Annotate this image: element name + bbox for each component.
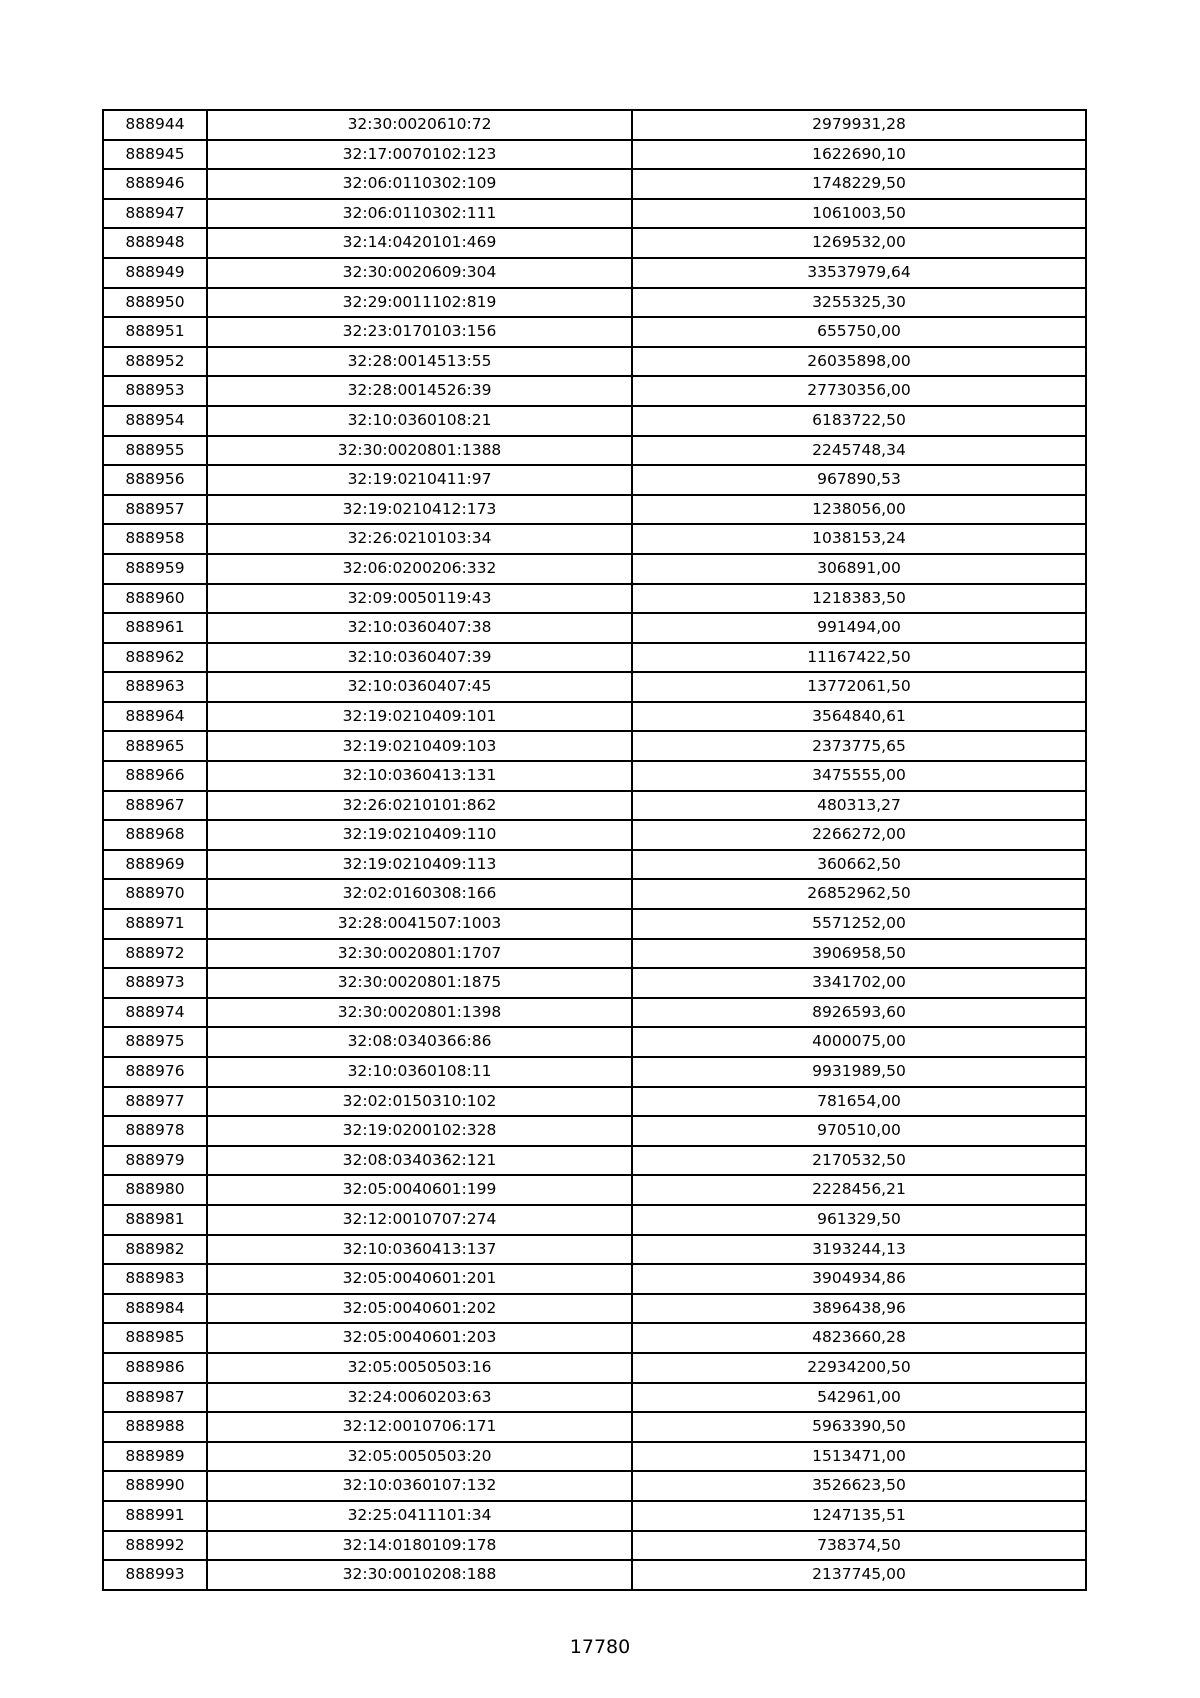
table-row	[103, 1531, 1086, 1561]
cadastral-number-cell: 32:10:0360108:21	[207, 406, 632, 436]
table-row	[103, 939, 1086, 969]
value-cell: 1038153,24	[632, 524, 1086, 554]
cadastral-number-cell: 32:05:0040601:201	[207, 1264, 632, 1294]
cadastral-number-cell: 32:30:0020801:1875	[207, 968, 632, 998]
value-cell: 11167422,50	[632, 643, 1086, 673]
table-row	[103, 524, 1086, 554]
value-cell: 3564840,61	[632, 702, 1086, 732]
row-number-cell: 888976	[103, 1057, 207, 1087]
value-cell: 1269532,00	[632, 228, 1086, 258]
cadastral-number-cell: 32:23:0170103:156	[207, 317, 632, 347]
cadastral-number-cell: 32:19:0210411:97	[207, 465, 632, 495]
value-cell: 738374,50	[632, 1531, 1086, 1561]
cadastral-number-cell: 32:30:0010208:188	[207, 1560, 632, 1590]
value-cell: 27730356,00	[632, 376, 1086, 406]
table-row	[103, 1501, 1086, 1531]
table-row	[103, 672, 1086, 702]
row-number-cell: 888984	[103, 1294, 207, 1324]
cadastral-number-cell: 32:06:0200206:332	[207, 554, 632, 584]
row-number-cell: 888951	[103, 317, 207, 347]
table-row	[103, 1027, 1086, 1057]
table-row	[103, 1471, 1086, 1501]
table-row	[103, 465, 1086, 495]
value-cell: 1748229,50	[632, 169, 1086, 199]
value-cell: 3341702,00	[632, 968, 1086, 998]
table-row	[103, 1235, 1086, 1265]
row-number-cell: 888967	[103, 791, 207, 821]
table-row	[103, 1146, 1086, 1176]
row-number-cell: 888985	[103, 1323, 207, 1353]
value-cell: 4823660,28	[632, 1323, 1086, 1353]
row-number-cell: 888979	[103, 1146, 207, 1176]
row-number-cell: 888971	[103, 909, 207, 939]
cadastral-number-cell: 32:10:0360107:132	[207, 1471, 632, 1501]
value-cell: 3193244,13	[632, 1235, 1086, 1265]
row-number-cell: 888966	[103, 761, 207, 791]
cadastral-number-cell: 32:30:0020801:1707	[207, 939, 632, 969]
value-cell: 13772061,50	[632, 672, 1086, 702]
cadastral-number-cell: 32:02:0150310:102	[207, 1087, 632, 1117]
value-cell: 480313,27	[632, 791, 1086, 821]
cadastral-number-cell: 32:30:0020609:304	[207, 258, 632, 288]
row-number-cell: 888987	[103, 1383, 207, 1413]
cadastral-number-cell: 32:05:0040601:199	[207, 1175, 632, 1205]
table-row	[103, 1087, 1086, 1117]
cadastral-number-cell: 32:25:0411101:34	[207, 1501, 632, 1531]
cadastral-number-cell: 32:10:0360108:11	[207, 1057, 632, 1087]
row-number-cell: 888947	[103, 199, 207, 229]
cadastral-number-cell: 32:19:0210409:113	[207, 850, 632, 880]
cadastral-number-cell: 32:26:0210103:34	[207, 524, 632, 554]
value-cell: 2137745,00	[632, 1560, 1086, 1590]
cadastral-number-cell: 32:17:0070102:123	[207, 140, 632, 170]
value-cell: 1218383,50	[632, 584, 1086, 614]
table-row	[103, 1264, 1086, 1294]
row-number-cell: 888988	[103, 1412, 207, 1442]
table-row	[103, 1323, 1086, 1353]
table-row	[103, 199, 1086, 229]
table-row	[103, 998, 1086, 1028]
row-number-cell: 888945	[103, 140, 207, 170]
table-body	[103, 110, 1086, 1590]
row-number-cell: 888950	[103, 288, 207, 318]
table-row	[103, 643, 1086, 673]
value-cell: 2245748,34	[632, 436, 1086, 466]
row-number-cell: 888956	[103, 465, 207, 495]
row-number-cell: 888952	[103, 347, 207, 377]
cadastral-number-cell: 32:06:0110302:109	[207, 169, 632, 199]
value-cell: 2373775,65	[632, 731, 1086, 761]
table-row	[103, 436, 1086, 466]
value-cell: 3526623,50	[632, 1471, 1086, 1501]
table-row	[103, 376, 1086, 406]
row-number-cell: 888965	[103, 731, 207, 761]
value-cell: 22934200,50	[632, 1353, 1086, 1383]
cadastral-number-cell: 32:19:0210409:101	[207, 702, 632, 732]
row-number-cell: 888993	[103, 1560, 207, 1590]
cadastral-number-cell: 32:28:0041507:1003	[207, 909, 632, 939]
value-cell: 1247135,51	[632, 1501, 1086, 1531]
value-cell: 3255325,30	[632, 288, 1086, 318]
cadastral-number-cell: 32:05:0040601:203	[207, 1323, 632, 1353]
cadastral-number-cell: 32:19:0210409:110	[207, 820, 632, 850]
cadastral-number-cell: 32:30:0020610:72	[207, 110, 632, 140]
value-cell: 26852962,50	[632, 879, 1086, 909]
row-number-cell: 888982	[103, 1235, 207, 1265]
cadastral-number-cell: 32:29:0011102:819	[207, 288, 632, 318]
value-cell: 6183722,50	[632, 406, 1086, 436]
row-number-cell: 888989	[103, 1442, 207, 1472]
row-number-cell: 888964	[103, 702, 207, 732]
cadastral-number-cell: 32:10:0360413:131	[207, 761, 632, 791]
table-row	[103, 850, 1086, 880]
cadastral-number-cell: 32:06:0110302:111	[207, 199, 632, 229]
value-cell: 2979931,28	[632, 110, 1086, 140]
row-number-cell: 888953	[103, 376, 207, 406]
value-cell: 9931989,50	[632, 1057, 1086, 1087]
value-cell: 3475555,00	[632, 761, 1086, 791]
table-row	[103, 317, 1086, 347]
value-cell: 3904934,86	[632, 1264, 1086, 1294]
table-row	[103, 1294, 1086, 1324]
value-cell: 991494,00	[632, 613, 1086, 643]
row-number-cell: 888955	[103, 436, 207, 466]
table-row	[103, 495, 1086, 525]
value-cell: 781654,00	[632, 1087, 1086, 1117]
cadastral-number-cell: 32:19:0200102:328	[207, 1116, 632, 1146]
table-row	[103, 140, 1086, 170]
cadastral-number-cell: 32:14:0420101:469	[207, 228, 632, 258]
data-table	[102, 109, 1087, 1591]
cadastral-number-cell: 32:10:0360407:38	[207, 613, 632, 643]
value-cell: 961329,50	[632, 1205, 1086, 1235]
value-cell: 3906958,50	[632, 939, 1086, 969]
value-cell: 33537979,64	[632, 258, 1086, 288]
value-cell: 26035898,00	[632, 347, 1086, 377]
cadastral-number-cell: 32:30:0020801:1388	[207, 436, 632, 466]
cadastral-number-cell: 32:09:0050119:43	[207, 584, 632, 614]
table-row	[103, 1442, 1086, 1472]
row-number-cell: 888960	[103, 584, 207, 614]
cadastral-number-cell: 32:12:0010707:274	[207, 1205, 632, 1235]
table-row	[103, 1057, 1086, 1087]
value-cell: 306891,00	[632, 554, 1086, 584]
table-row	[103, 1116, 1086, 1146]
row-number-cell: 888944	[103, 110, 207, 140]
cadastral-number-cell: 32:05:0050503:16	[207, 1353, 632, 1383]
table-row	[103, 1175, 1086, 1205]
row-number-cell: 888974	[103, 998, 207, 1028]
cadastral-number-cell: 32:19:0210409:103	[207, 731, 632, 761]
cadastral-number-cell: 32:26:0210101:862	[207, 791, 632, 821]
value-cell: 1622690,10	[632, 140, 1086, 170]
table-row	[103, 702, 1086, 732]
value-cell: 542961,00	[632, 1383, 1086, 1413]
table-row	[103, 909, 1086, 939]
row-number-cell: 888962	[103, 643, 207, 673]
row-number-cell: 888957	[103, 495, 207, 525]
table-row	[103, 554, 1086, 584]
table-row	[103, 584, 1086, 614]
cadastral-number-cell: 32:10:0360407:45	[207, 672, 632, 702]
page-number: 17780	[569, 1636, 631, 1658]
value-cell: 970510,00	[632, 1116, 1086, 1146]
row-number-cell: 888970	[103, 879, 207, 909]
row-number-cell: 888986	[103, 1353, 207, 1383]
row-number-cell: 888973	[103, 968, 207, 998]
row-number-cell: 888980	[103, 1175, 207, 1205]
row-number-cell: 888958	[103, 524, 207, 554]
value-cell: 8926593,60	[632, 998, 1086, 1028]
table-row	[103, 761, 1086, 791]
value-cell: 2228456,21	[632, 1175, 1086, 1205]
cadastral-number-cell: 32:08:0340362:121	[207, 1146, 632, 1176]
value-cell: 3896438,96	[632, 1294, 1086, 1324]
cadastral-number-cell: 32:05:0050503:20	[207, 1442, 632, 1472]
cadastral-number-cell: 32:30:0020801:1398	[207, 998, 632, 1028]
row-number-cell: 888949	[103, 258, 207, 288]
table-row	[103, 228, 1086, 258]
cadastral-number-cell: 32:24:0060203:63	[207, 1383, 632, 1413]
row-number-cell: 888975	[103, 1027, 207, 1057]
row-number-cell: 888963	[103, 672, 207, 702]
value-cell: 2170532,50	[632, 1146, 1086, 1176]
value-cell: 2266272,00	[632, 820, 1086, 850]
row-number-cell: 888977	[103, 1087, 207, 1117]
row-number-cell: 888954	[103, 406, 207, 436]
table-row	[103, 1412, 1086, 1442]
table-row	[103, 791, 1086, 821]
row-number-cell: 888959	[103, 554, 207, 584]
value-cell: 5571252,00	[632, 909, 1086, 939]
row-number-cell: 888983	[103, 1264, 207, 1294]
value-cell: 1513471,00	[632, 1442, 1086, 1472]
row-number-cell: 888961	[103, 613, 207, 643]
cadastral-number-cell: 32:02:0160308:166	[207, 879, 632, 909]
cadastral-number-cell: 32:10:0360407:39	[207, 643, 632, 673]
table-row	[103, 169, 1086, 199]
table-row	[103, 288, 1086, 318]
cadastral-number-cell: 32:28:0014526:39	[207, 376, 632, 406]
value-cell: 5963390,50	[632, 1412, 1086, 1442]
value-cell: 1238056,00	[632, 495, 1086, 525]
row-number-cell: 888946	[103, 169, 207, 199]
table-row	[103, 1205, 1086, 1235]
row-number-cell: 888990	[103, 1471, 207, 1501]
row-number-cell: 888968	[103, 820, 207, 850]
table-row	[103, 820, 1086, 850]
cadastral-number-cell: 32:05:0040601:202	[207, 1294, 632, 1324]
cadastral-number-cell: 32:19:0210412:173	[207, 495, 632, 525]
table-row	[103, 406, 1086, 436]
cadastral-number-cell: 32:10:0360413:137	[207, 1235, 632, 1265]
value-cell: 360662,50	[632, 850, 1086, 880]
cadastral-number-cell: 32:12:0010706:171	[207, 1412, 632, 1442]
row-number-cell: 888991	[103, 1501, 207, 1531]
value-cell: 4000075,00	[632, 1027, 1086, 1057]
table-row	[103, 110, 1086, 140]
row-number-cell: 888981	[103, 1205, 207, 1235]
table-row	[103, 1560, 1086, 1590]
row-number-cell: 888992	[103, 1531, 207, 1561]
row-number-cell: 888972	[103, 939, 207, 969]
row-number-cell: 888948	[103, 228, 207, 258]
cadastral-number-cell: 32:28:0014513:55	[207, 347, 632, 377]
table-row	[103, 731, 1086, 761]
row-number-cell: 888969	[103, 850, 207, 880]
table-row	[103, 1383, 1086, 1413]
value-cell: 967890,53	[632, 465, 1086, 495]
cadastral-number-cell: 32:08:0340366:86	[207, 1027, 632, 1057]
table-row	[103, 1353, 1086, 1383]
table-row	[103, 347, 1086, 377]
row-number-cell: 888978	[103, 1116, 207, 1146]
value-cell: 655750,00	[632, 317, 1086, 347]
table-row	[103, 613, 1086, 643]
table-row	[103, 258, 1086, 288]
table-row	[103, 879, 1086, 909]
cadastral-number-cell: 32:14:0180109:178	[207, 1531, 632, 1561]
table-row	[103, 968, 1086, 998]
value-cell: 1061003,50	[632, 199, 1086, 229]
